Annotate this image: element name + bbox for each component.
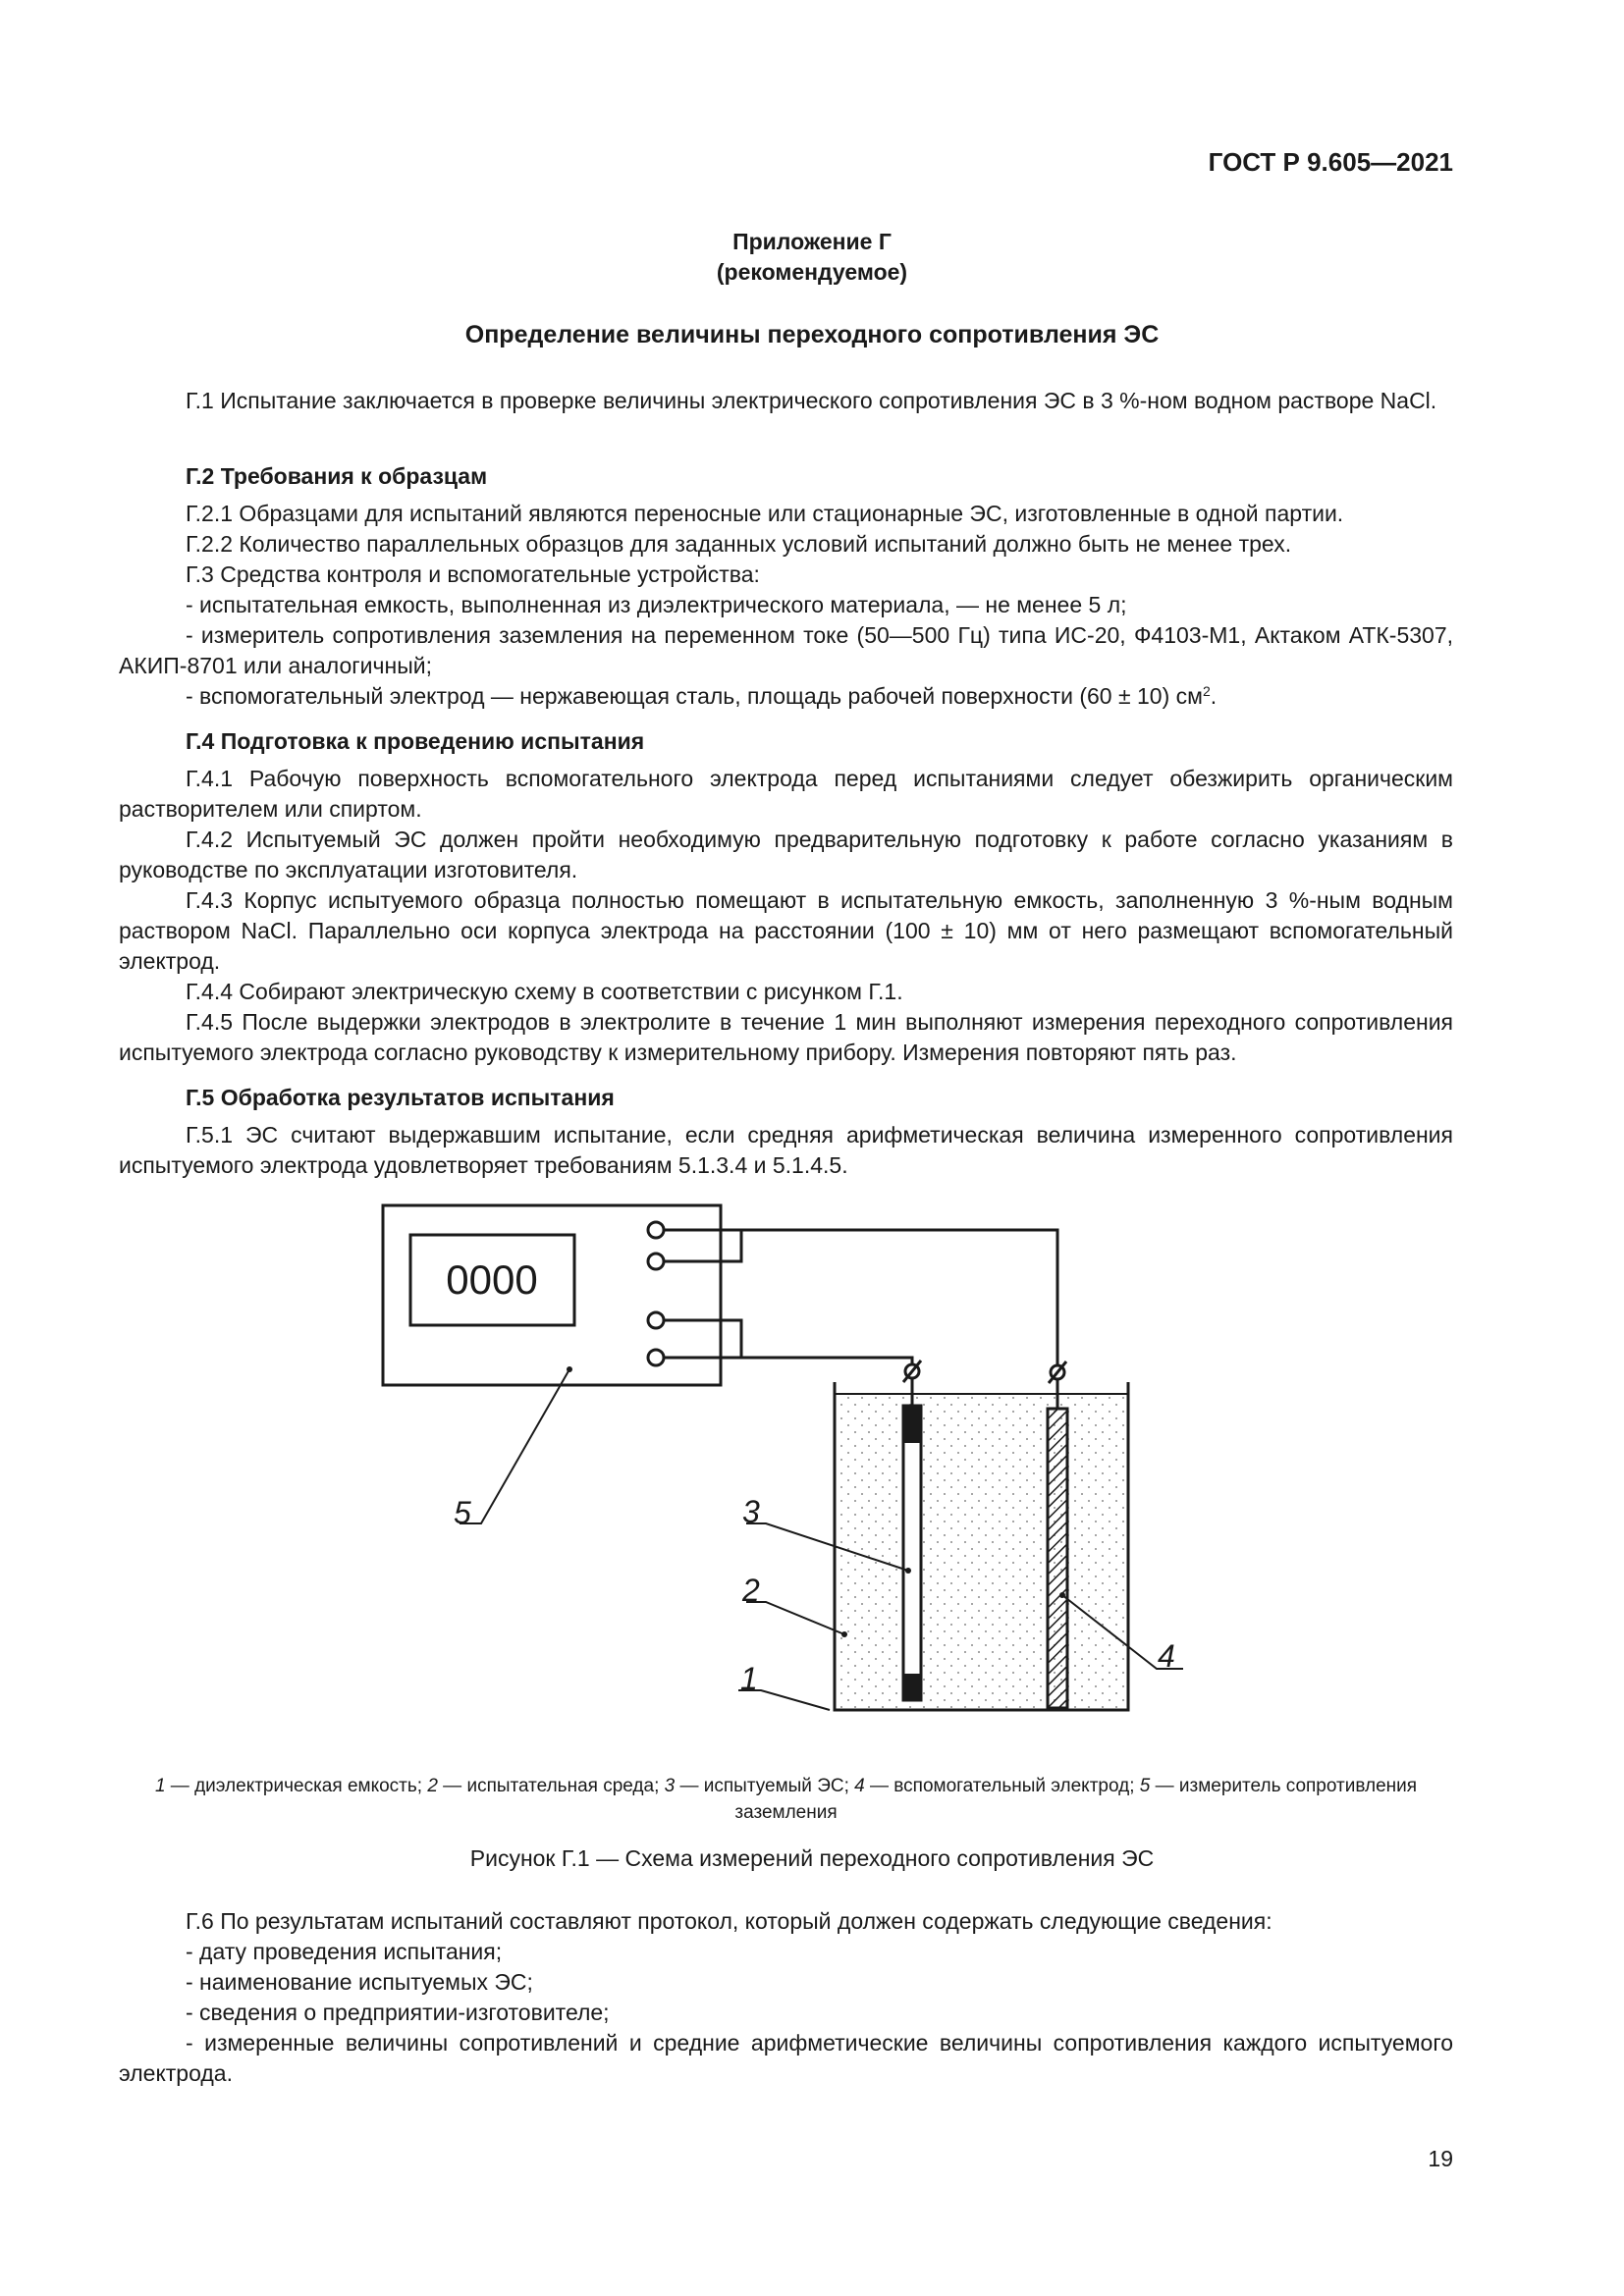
list-item-vessel: - испытательная емкость, выполненная из диэлектрического материала, — не менее 5 л; <box>186 592 1127 617</box>
tested-electrode <box>903 1406 921 1700</box>
page-number: 19 <box>1428 2146 1453 2171</box>
label-1: 1 <box>740 1661 758 1696</box>
figure-title: Рисунок Г.1 — Схема измерений переходного сопротивления ЭС <box>469 1845 1155 1871</box>
list-item-measurements: - измеренные величины сопротивлений и средние арифметические величины сопротивления каждого испытуемого электрода. <box>119 2030 1453 2086</box>
paragraph-g1: Г.1 Испытание заключается в проверке величины электрического сопротивления ЭС в 3 %-ном водном растворе NaCl. <box>186 388 1437 413</box>
appendix-status: (рекомендуемое) <box>716 259 908 285</box>
heading-g5: Г.5 Обработка результатов испытания <box>186 1085 615 1110</box>
test-medium <box>835 1394 1128 1710</box>
superscript-2: 2 <box>1202 683 1211 699</box>
figure-legend <box>119 1773 1453 1826</box>
paragraph-g44: Г.4.4 Собирают электрическую схему в соответствии с рисунком Г.1. <box>186 979 903 1004</box>
label-2: 2 <box>742 1573 760 1608</box>
paragraph-g22: Г.2.2 Количество параллельных образцов для заданных условий испытаний должно быть не менее трех. <box>186 531 1292 557</box>
label-3: 3 <box>742 1494 760 1529</box>
wiring <box>664 1230 1057 1366</box>
legend-text-5: — измеритель сопротивления заземления <box>734 1776 1418 1823</box>
terminal-3 <box>648 1312 664 1328</box>
document-number: ГОСТ Р 9.605—2021 <box>1208 147 1453 177</box>
legend-num-1: 1 <box>154 1776 166 1796</box>
list-item-name: - наименование испытуемых ЭС; <box>186 1969 533 1995</box>
paragraph-g42: Г.4.2 Испытуемый ЭС должен пройти необходимую предварительную подготовку к работе согласно указаниям в руководстве по эксплуатации изготовителя. <box>119 827 1453 882</box>
terminal-2 <box>648 1254 664 1269</box>
paragraph-g3: Г.3 Средства контроля и вспомогательные устройства: <box>186 561 760 587</box>
heading-g2: Г.2 Требования к образцам <box>186 463 488 489</box>
list-item-manufacturer: - сведения о предприятии-изготовителе; <box>186 2000 610 2025</box>
aux-electrode-text: - вспомогательный электрод — нержавеющая сталь, площадь рабочей поверхности (60 ± 10) см <box>186 683 1203 709</box>
list-item-date: - дату проведения испытания; <box>186 1939 503 1964</box>
label-4: 4 <box>1158 1638 1175 1674</box>
legend-text-1: — диэлектрическая емкость; <box>165 1776 428 1796</box>
paragraph-g45: Г.4.5 После выдержки электродов в электролите в течение 1 мин выполняют измерения переходного сопротивления испытуемого электрода согласно руководству к измерительному прибору. Измерения повторяют пять раз. <box>119 1009 1453 1065</box>
appendix-title: Приложение Г <box>732 229 892 254</box>
legend-num-2: 2 <box>427 1776 438 1796</box>
terminal-1 <box>648 1222 664 1238</box>
legend-text-3: — испытуемый ЭС; <box>675 1776 855 1796</box>
paragraph-g21: Г.2.1 Образцами для испытаний являются переносные или стационарные ЭС, изготовленные в одной партии. <box>186 501 1344 526</box>
legend-num-3: 3 <box>664 1776 676 1796</box>
clamp-symbols <box>903 1361 1066 1383</box>
legend-text-4: — вспомогательный электрод; <box>864 1776 1140 1796</box>
paragraph-g6: Г.6 По результатам испытаний составляют протокол, который должен содержать следующие сведения: <box>186 1908 1272 1934</box>
label-5: 5 <box>454 1495 471 1530</box>
list-item-meter: - измеритель сопротивления заземления на переменном токе (50—500 Гц) типа ИС-20, Ф4103-М1, Актаком АТК-5307, АКИП-8701 или аналогичный; <box>119 622 1453 678</box>
legend-num-5: 5 <box>1139 1776 1151 1796</box>
auxiliary-electrode <box>1048 1409 1067 1708</box>
paragraph-g41: Г.4.1 Рабочую поверхность вспомогательного электрода перед испытаниями следует обезжирить органическим растворителем или спиртом. <box>119 766 1453 822</box>
meter-display-value: 0000 <box>446 1256 538 1303</box>
legend-num-4: 4 <box>854 1776 865 1796</box>
aux-electrode-end: . <box>1210 683 1218 709</box>
paragraph-g43: Г.4.3 Корпус испытуемого образца полностью помещают в испытательную емкость, заполненную 3 %-ным водным раствором NaCl. Параллельно оси корпуса электрода на расстоянии (100 ± 10) мм от него размещают вспомогательный электрод. <box>119 887 1453 974</box>
paragraph-g51: Г.5.1 ЭС считают выдержавшим испытание, если средняя арифметическая величина измеренного сопротивления испытуемого электрода удовлетворяет требованиям 5.1.3.4 и 5.1.4.5. <box>119 1122 1453 1178</box>
legend-text-2: — испытательная среда; <box>437 1776 665 1796</box>
terminal-4 <box>648 1350 664 1365</box>
appendix-heading: Определение величины переходного сопротивления ЭС <box>464 321 1160 348</box>
tested-electrode-top-cap <box>903 1406 921 1443</box>
heading-g4: Г.4 Подготовка к проведению испытания <box>186 728 645 754</box>
tested-electrode-bottom-cap <box>903 1674 921 1700</box>
